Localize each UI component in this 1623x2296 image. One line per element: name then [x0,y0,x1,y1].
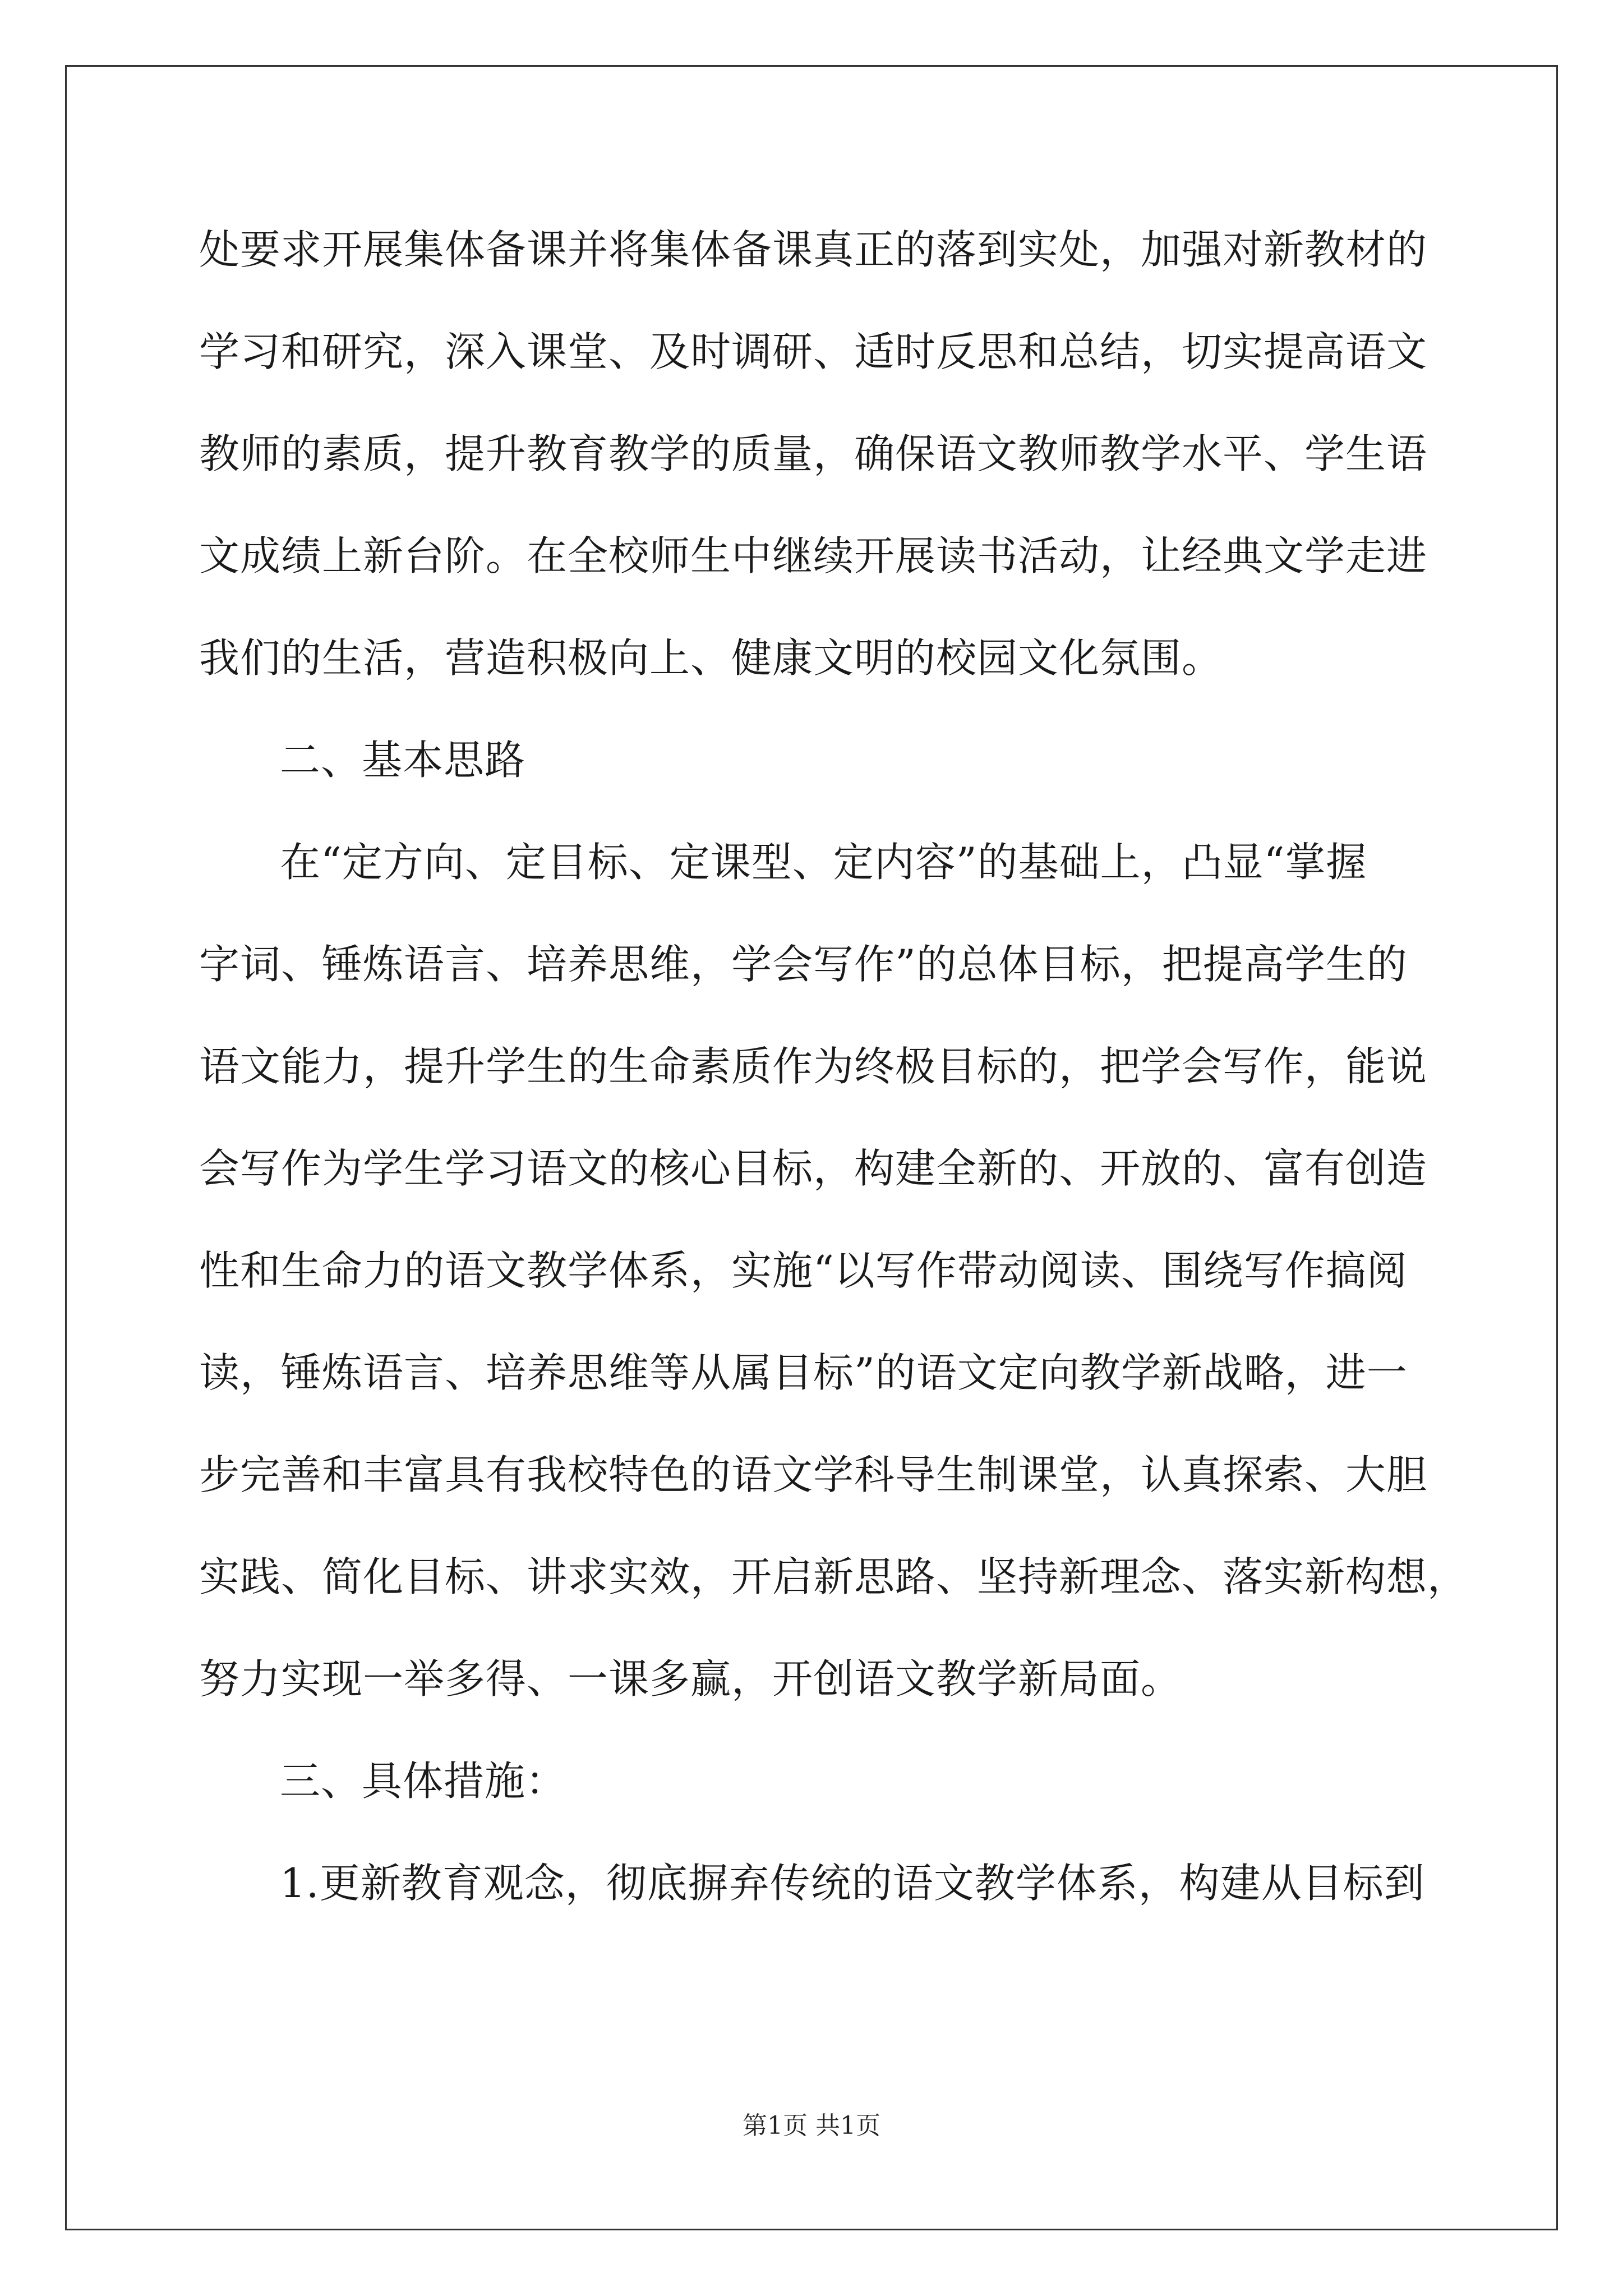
paragraph-line: 性和生命力的语文教学体系，实施“以写作带动阅读、围绕写作搞阅 [199,1247,1408,1294]
paragraph-line: 我们的生活，营造积极向上、健康文明的校园文化氛围。 [199,634,1223,682]
paragraph-line: 学习和研究，深入课堂、及时调研、适时反思和总结，切实提高语文 [199,328,1428,375]
paragraph-line: 文成绩上新台阶。在全校师生中继续开展读书活动，让经典文学走进 [199,532,1428,579]
section-heading: 三、具体措施： [280,1757,567,1805]
paragraph-line: 1.更新教育观念，彻底摒弃传统的语文教学体系，构建从目标到 [280,1860,1425,1907]
paragraph-line: 在“定方向、定目标、定课型、定内容”的基础上，凸显“掌握 [280,839,1367,886]
paragraph-line: 努力实现一举多得、一课多赢，开创语文教学新局面。 [199,1655,1182,1703]
paragraph-line: 教师的素质，提升教育教学的质量，确保语文教师教学水平、学生语 [199,430,1428,477]
paragraph-line: 实践、简化目标、讲求实效，开启新思路、坚持新理念、落实新构想， [199,1553,1469,1600]
paragraph-line: 语文能力，提升学生的生命素质作为终极目标的，把学会写作，能说 [199,1043,1428,1090]
page-number-footer: 第1页 共1页 [743,2111,880,2140]
paragraph-line: 字词、锤炼语言、培养思维，学会写作”的总体目标，把提高学生的 [199,941,1408,988]
section-heading: 二、基本思路 [280,737,526,784]
paragraph-line: 会写作为学生学习语文的核心目标，构建全新的、开放的、富有创造 [199,1145,1428,1192]
document-body [199,222,1469,1957]
paragraph-line: 处要求开展集体备课并将集体备课真正的落到实处，加强对新教材的 [199,226,1428,273]
paragraph-line: 读，锤炼语言、培养思维等从属目标”的语文定向教学新战略，进一 [199,1349,1408,1396]
paragraph-line: 步完善和丰富具有我校特色的语文学科导生制课堂，认真探索、大胆 [199,1451,1428,1498]
